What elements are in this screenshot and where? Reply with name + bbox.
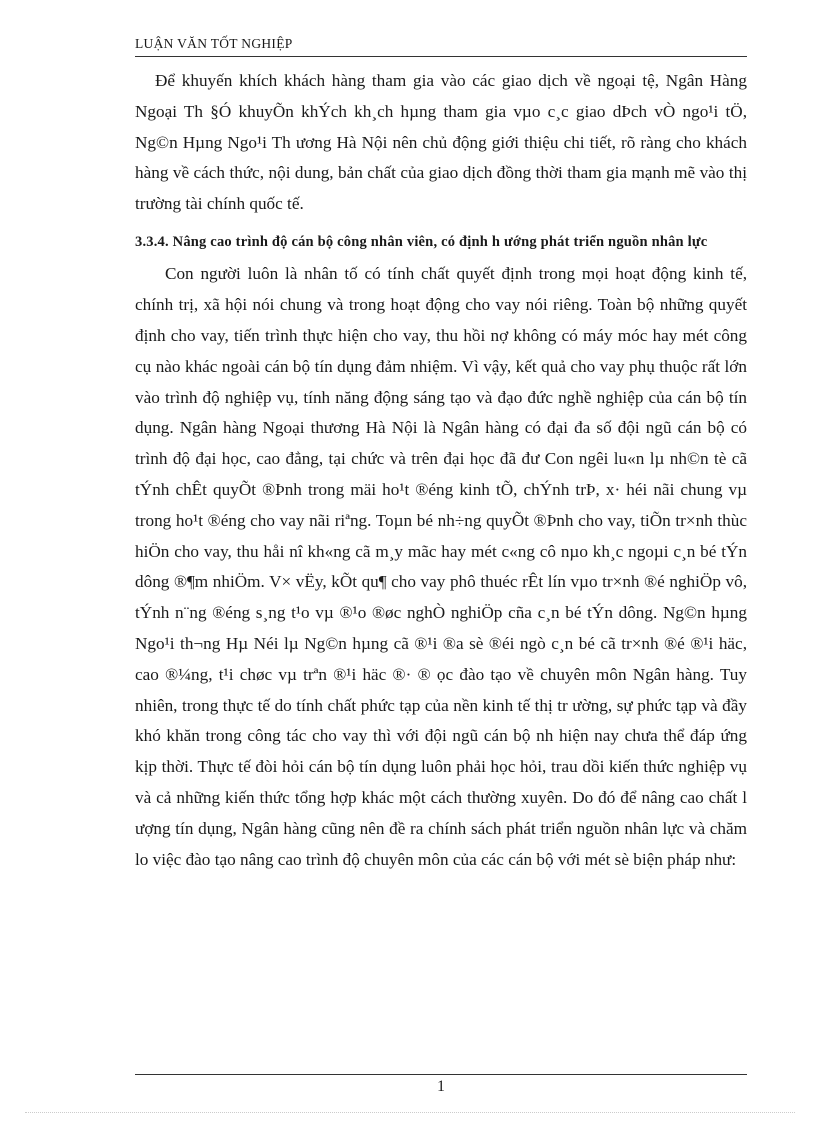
page-edge-line xyxy=(25,1112,795,1113)
paragraph-human-resources: Con người luôn là nhân tố có tính chất quyết định trong mọi hoạt động kinh tế, chính trị, xã hội nói chung và trong hoạt động cho vay nói riêng. Toàn bộ những quyết định cho vay, tiến trình thực hiện cho vay, thu hồi nợ không có máy móc hay mét công cụ nào khác ngoài cán bộ tín dụng đảm nhiệm. Vì vậy, kết quả cho vay phụ thuộc rất lớn vào trình độ nghiệp vụ, tính năng động sáng tạo và đạo đức nghề nghiệp của cán bộ tín dụng. Ngân hàng Ngoại thương Hà Nội là Ngân hàng có đại đa số đội ngũ cán bộ có trình độ đại học, cao đẳng, tại chức và trên đại học đã đư Con ngêi lu«n lµ nh©n tè cã tÝnh chÊt quyÕt ®Þnh trong mäi ho¹t ®éng kinh tÕ, chÝnh trÞ, x· héi nãi chung vµ trong ho¹t ®éng cho vay nãi riªng. Toµn bé nh÷ng quyÕt ®Þnh cho vay, tiÕn tr×nh thùc hiÖn cho vay, thu håi nî kh«ng cã m¸y mãc hay mét c«ng cô nµo kh¸c ngoµi c¸n bé tÝn dông ®¶m nhiÖm. V× vËy, kÕt qu¶ cho vay phô thuéc rÊt lín vµo tr×nh ®é nghiÖp vô, tÝnh n¨ng ®éng s¸ng t¹o vµ ®¹o ®øc nghÒ nghiÖp cña c¸n bé tÝn dông. Ng©n hµng Ngo¹i th¬ng Hµ Néi lµ Ng©n hµng cã ®¹i ®a sè ®éi ngò c¸n bé cã tr×nh ®é ®¹i häc, cao ®¼ng, t¹i chøc vµ trªn ®¹i häc ®· ® ọc đào tạo về chuyên môn Ngân hàng. Tuy nhiên, trong thực tế do tính chất phức tạp của nền kinh tế thị tr ường, sự phức tạp và đầy khó khăn trong công tác cho vay thì với đội ngũ cán bộ nh hiện nay chưa thể đáp ứng kịp thời. Thực tế đòi hỏi cán bộ tín dụng luôn phải học hỏi, trau dồi kiến thức nghiệp vụ và cả những kiến thức tổng hợp khác một cách thường xuyên. Do đó để nâng cao chất l ượng tín dụng, Ngân hàng cũng nên đề ra chính sách phát triển nguồn nhân lực và chăm lo việc đào tạo nâng cao trình độ chuyên môn của các cán bộ với mét sè biện pháp như: xyxy=(135,264,747,869)
section-heading: 3.3.4. Nâng cao trình độ cán bộ công nhân viên, có định h ướng phát triển nguồn nhân lực xyxy=(135,233,708,250)
paragraph-foreign-currency: Để khuyến khích khách hàng tham gia vào các giao dịch về ngoại tệ, Ngân Hàng Ngoại Th §Ó khuyÕn khÝch kh¸ch hµng tham gia vµo c¸c giao dÞch vÒ ngo¹i tÖ, Ng©n Hµng Ngo¹i Th ương Hà Nội nên chủ động giới thiệu chi tiết, rõ ràng cho khách hàng về cách thức, nội dung, bản chất của giao dịch đồng thời tham gia mạnh mẽ vào thị trường tài chính quốc tế. xyxy=(135,71,747,214)
footer-divider xyxy=(135,1074,747,1075)
page-number: 1 xyxy=(437,1078,445,1095)
header-divider xyxy=(135,56,747,57)
running-header: LUẬN VĂN TỐT NGHIỆP xyxy=(135,36,293,51)
page-body xyxy=(135,66,747,875)
